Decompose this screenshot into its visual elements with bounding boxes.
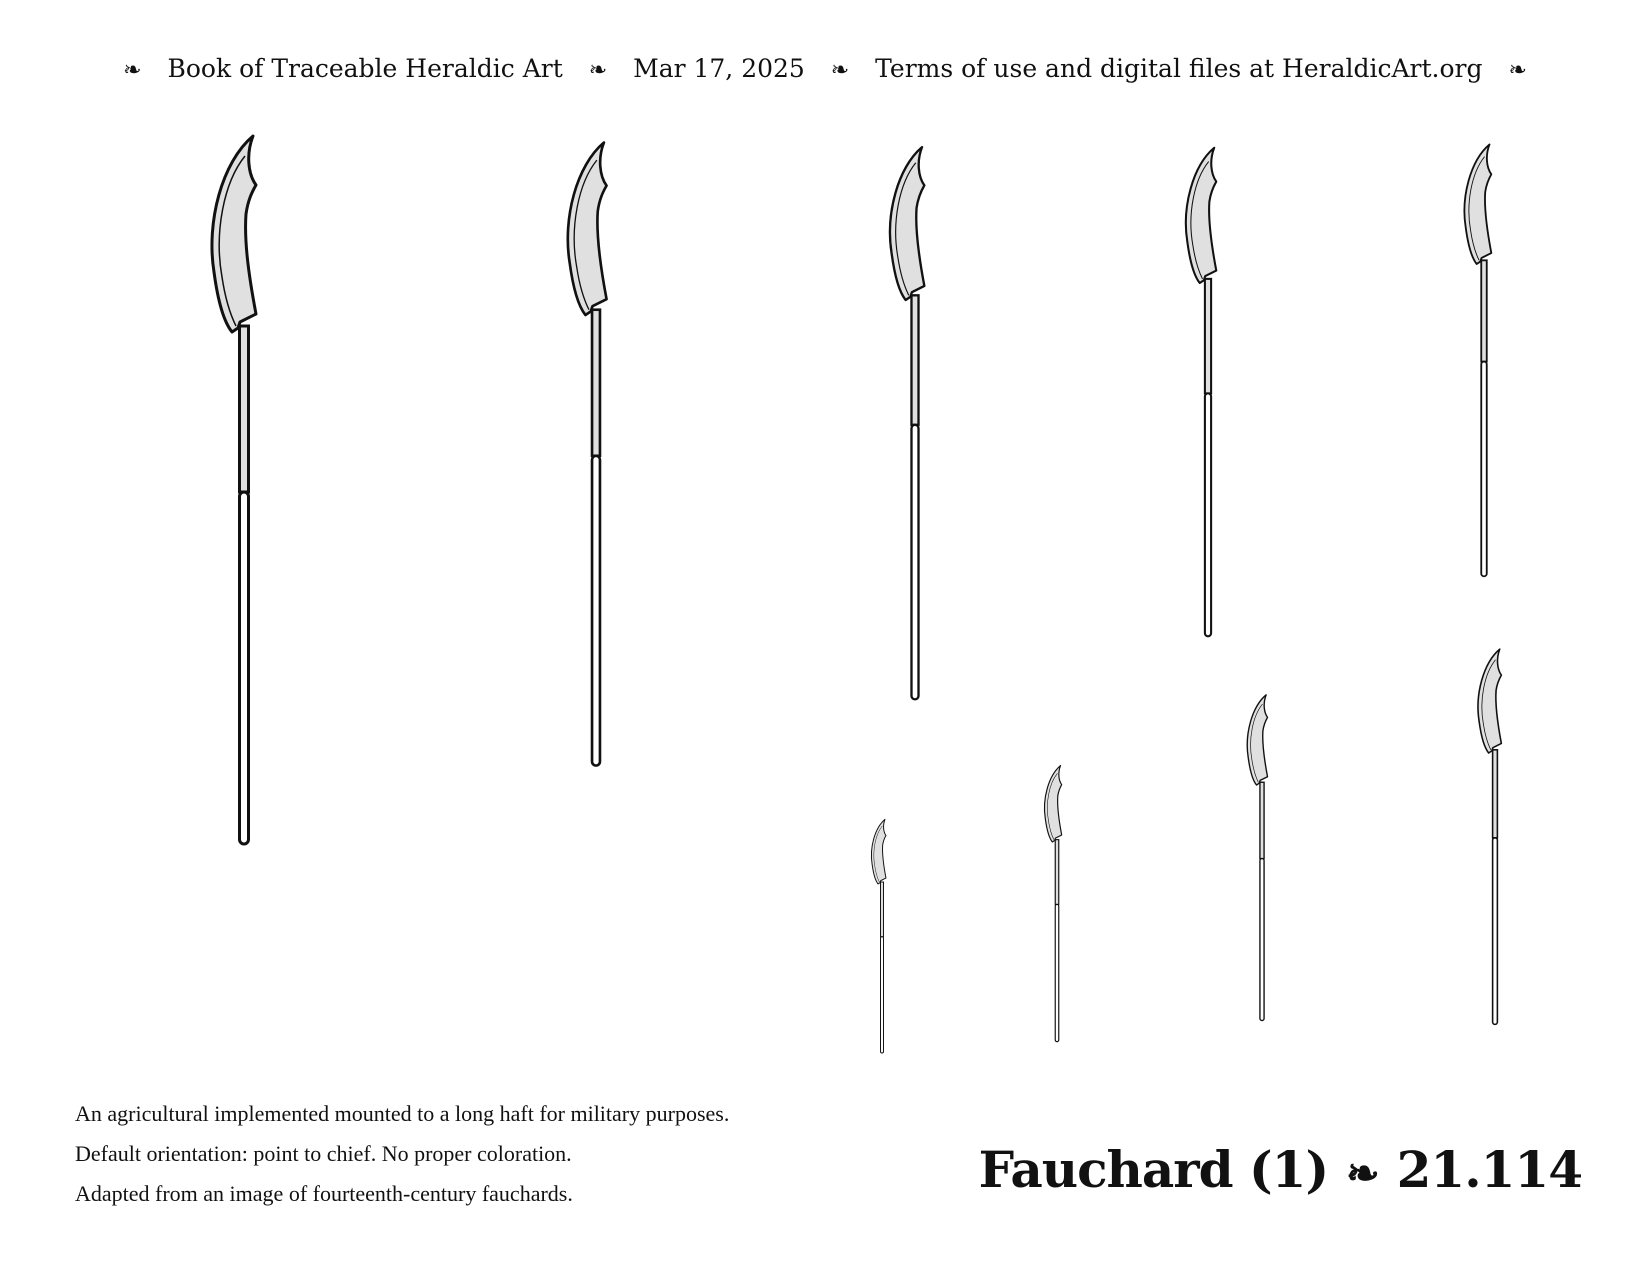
fauchard-figure <box>568 143 607 766</box>
book-title: Book of Traceable Heraldic Art <box>167 54 563 83</box>
fauchard-figure <box>1186 148 1216 637</box>
fleuron-ornament: ❧ <box>123 58 142 83</box>
plate-description <box>75 1094 729 1214</box>
fauchard-figure <box>1045 766 1062 1042</box>
description-line: An agricultural implemented mounted to a long haft for military purposes. <box>75 1101 730 1126</box>
plate-number: 21.114 <box>1396 1140 1582 1199</box>
fleuron-ornament: ❧ <box>830 58 850 83</box>
description-line: Default orientation: point to chief. No proper coloration. <box>75 1141 572 1166</box>
fauchard-figure <box>871 819 886 1053</box>
fauchard-figure <box>1247 695 1267 1021</box>
fauchard-figure <box>1464 144 1491 576</box>
fauchard-figure <box>1478 649 1501 1024</box>
fleuron-ornament: ❧ <box>1508 58 1527 83</box>
description-line: Adapted from an image of fourteenth-century fauchards. <box>75 1181 573 1206</box>
fleuron-ornament: ❧ <box>588 58 608 83</box>
terms-of-use: Terms of use and digital files at HeraldicArt.org <box>875 54 1483 83</box>
plate-date: Mar 17, 2025 <box>633 54 805 83</box>
fleuron-ornament: ❧ <box>1346 1150 1379 1197</box>
fauchard-figure <box>890 147 924 699</box>
plate-title <box>979 1140 1582 1199</box>
fauchard-figure <box>212 136 256 844</box>
plate-name: Fauchard (1) <box>978 1140 1329 1199</box>
